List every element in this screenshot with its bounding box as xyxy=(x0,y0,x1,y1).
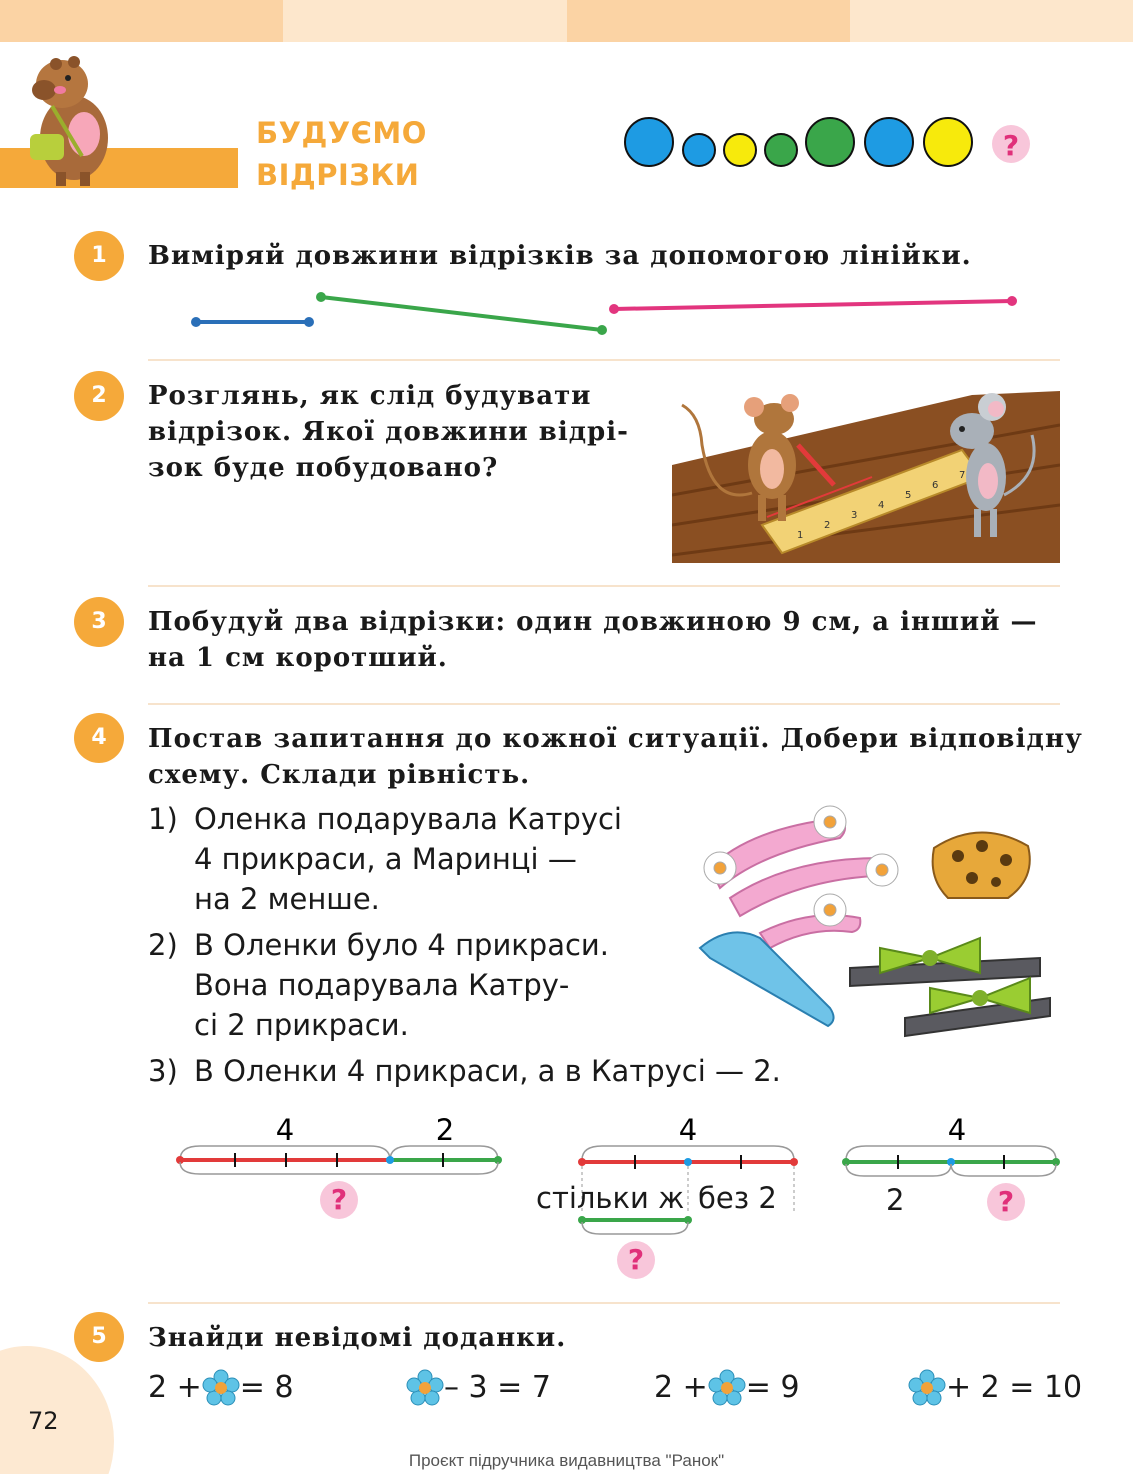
task-number-2: 2 xyxy=(74,371,124,421)
question-icon: ? xyxy=(987,1183,1025,1221)
list-number: 1) xyxy=(148,802,178,836)
scheme-label: 2 xyxy=(435,1113,455,1147)
scheme-label: 2 xyxy=(886,1183,905,1217)
equation-part: = 8 xyxy=(239,1370,294,1405)
equation xyxy=(654,1366,800,1410)
top-bar-segment xyxy=(850,0,1133,42)
task-number-3: 3 xyxy=(74,597,124,647)
capybara-mascot-icon xyxy=(22,46,122,188)
mice-ruler-illustration xyxy=(672,385,1060,565)
title-line: ВІДРІЗКИ xyxy=(256,158,420,192)
hair-accessories-illustration xyxy=(690,798,1060,1038)
pattern-circle xyxy=(806,118,854,166)
pattern-circle xyxy=(765,134,797,166)
list-item xyxy=(148,799,668,919)
ruler-mark: 1 xyxy=(797,530,804,541)
equation xyxy=(148,1366,294,1410)
leopard-clip-icon xyxy=(933,832,1030,898)
list-text: Вона подарувала Катру- xyxy=(194,968,570,1002)
scheme-label: 4 xyxy=(947,1113,967,1147)
flower-icon xyxy=(908,1369,946,1407)
scheme-label: стільки ж xyxy=(536,1181,685,1215)
ruler-mark: 7 xyxy=(959,470,966,481)
equation-part: 2 + xyxy=(148,1370,202,1405)
flower-icon xyxy=(406,1369,444,1407)
blue-hairpin-icon xyxy=(700,932,834,1026)
divider xyxy=(148,359,1060,361)
question-icon: ? xyxy=(617,1241,655,1279)
pattern-circle xyxy=(724,134,756,166)
pattern-circle xyxy=(625,118,673,166)
equation-part: + 2 = 10 xyxy=(946,1370,1083,1405)
top-bar-segment xyxy=(567,0,850,42)
list-text: на 2 менше. xyxy=(194,882,380,916)
scheme-label: без 2 xyxy=(698,1181,777,1215)
list-text: 4 прикраси, а Маринці — xyxy=(194,842,577,876)
page-title xyxy=(256,112,427,196)
task-3-text: Побудуй два відрізки: один довжиною 9 см, а інший — xyxy=(148,607,1038,637)
equation-part: = 9 xyxy=(745,1370,800,1405)
pattern-question: ? xyxy=(1002,129,1020,162)
flower-icon xyxy=(202,1369,240,1407)
list-text: В Оленки 4 прикраси, а в Катрусі — 2. xyxy=(194,1054,781,1088)
task-4-text: схему. Склади рівність. xyxy=(148,760,531,790)
top-bar-segment xyxy=(0,0,283,42)
top-bar-segment xyxy=(283,0,567,42)
task-number-1: 1 xyxy=(74,231,124,281)
footer-text: Проєкт підручника видавництва "Ранок" xyxy=(408,1451,725,1470)
circle-pattern xyxy=(620,110,1040,180)
task-number-4: 4 xyxy=(74,713,124,763)
ruler-mark: 5 xyxy=(905,490,912,501)
equation xyxy=(908,1366,1082,1410)
pattern-circle xyxy=(683,134,715,166)
scheme-c xyxy=(836,1110,1076,1190)
scheme-label: 4 xyxy=(678,1113,698,1147)
green-bow-clip-icon xyxy=(850,938,1050,1036)
task-4-text: Постав запитання до кожної ситуації. Добери відповідну xyxy=(148,724,1083,754)
list-number: 3) xyxy=(148,1054,178,1088)
task-2-text: Розглянь, як слід будувати xyxy=(148,381,592,411)
ruler-mark: 2 xyxy=(824,520,831,531)
pink-hairpin-icon xyxy=(710,818,882,948)
equation-part: – 3 = 7 xyxy=(444,1370,551,1405)
flower-icon xyxy=(708,1369,746,1407)
task-3-text: на 1 см коротший. xyxy=(148,643,448,673)
scheme-label: 4 xyxy=(275,1113,295,1147)
green-segment xyxy=(321,297,602,330)
task-2-text: зок буде побудовано? xyxy=(148,453,499,483)
list-item xyxy=(148,925,668,1045)
ruler-mark: 3 xyxy=(851,510,858,521)
list-item xyxy=(148,1051,868,1091)
task-2-text: відрізок. Якої довжини відрі- xyxy=(148,417,629,447)
task-5-text: Знайди невідомі доданки. xyxy=(148,1323,567,1353)
pattern-circle xyxy=(924,118,972,166)
list-number: 2) xyxy=(148,928,178,962)
list-text: сі 2 прикраси. xyxy=(194,1008,409,1042)
task-1-text: Виміряй довжини відрізків за допомогою лінійки. xyxy=(148,241,972,271)
page-number: 72 xyxy=(28,1407,59,1435)
list-text: В Оленки було 4 прикраси. xyxy=(194,928,609,962)
pattern-circle xyxy=(865,118,913,166)
ruler-mark: 4 xyxy=(878,500,885,511)
divider xyxy=(148,703,1060,705)
list-text: Оленка подарувала Катрусі xyxy=(194,802,622,836)
ruler-mark: 6 xyxy=(932,480,939,491)
divider xyxy=(148,1302,1060,1304)
title-line: БУДУЄМО xyxy=(256,116,427,150)
task-1-segments xyxy=(180,285,1030,345)
question-icon: ? xyxy=(320,1181,358,1219)
equation xyxy=(406,1366,551,1410)
divider xyxy=(148,585,1060,587)
equation-part: 2 + xyxy=(654,1370,708,1405)
task-number-5: 5 xyxy=(74,1312,124,1362)
pink-segment xyxy=(614,301,1012,309)
scheme-b xyxy=(570,1110,810,1240)
